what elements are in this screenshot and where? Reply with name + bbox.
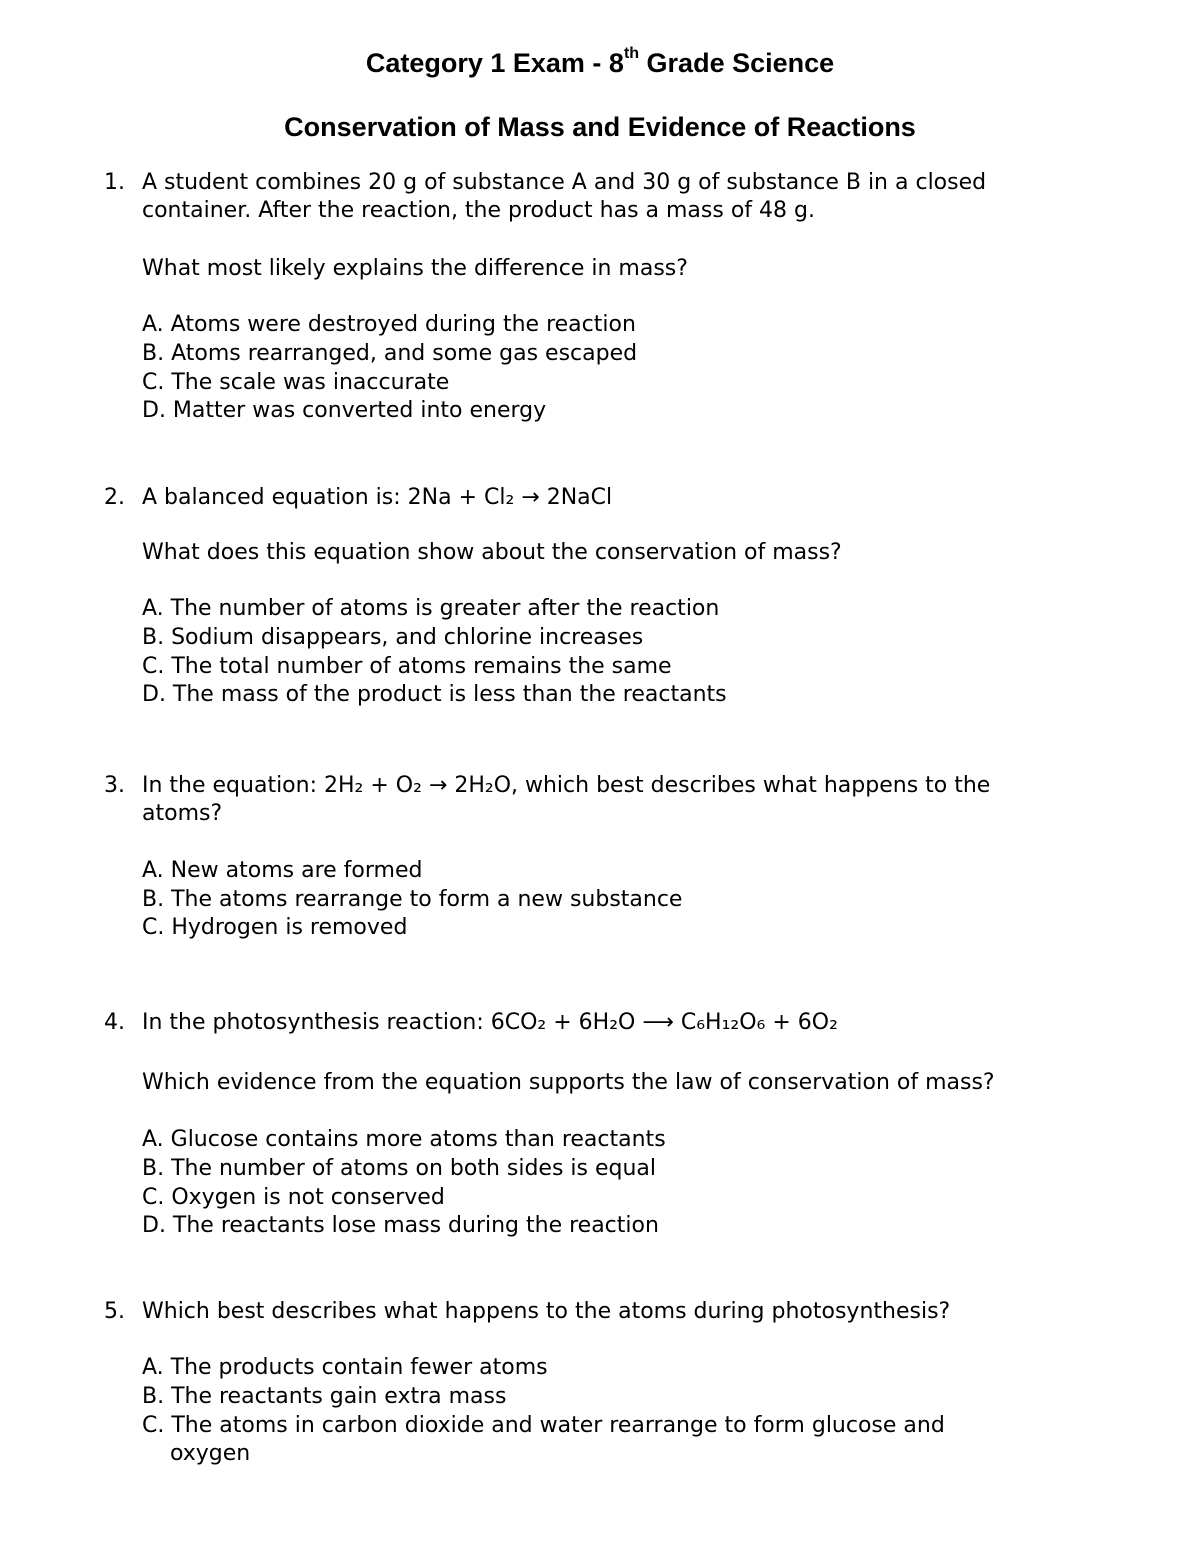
exam-title: Category 1 Exam - 8th Grade Science — [365, 45, 835, 78]
answer-choice: C. The total number of atoms remains the same — [142, 654, 672, 679]
question-text: In the photosynthesis reaction: 6CO₂ + 6H₂O ⟶ C₆H₁₂O₆ + 6O₂ — [142, 1010, 838, 1035]
answer-choice: D. The reactants lose mass during the reaction — [142, 1213, 659, 1238]
answer-choice: C. Hydrogen is removed — [142, 915, 408, 940]
question-number: 2. — [104, 485, 125, 510]
answer-choice: A. The number of atoms is greater after the reaction — [142, 596, 720, 621]
question-prompt: What most likely explains the difference in mass? — [142, 256, 688, 281]
answer-choice: B. The atoms rearrange to form a new substance — [142, 887, 683, 912]
answer-choice: A. Glucose contains more atoms than reactants — [142, 1127, 666, 1152]
superscript: th — [623, 45, 640, 62]
answer-choice: A. The products contain fewer atoms — [142, 1355, 548, 1380]
question-prompt: What does this equation show about the conservation of mass? — [142, 540, 842, 565]
question-text: In the equation: 2H₂ + O₂ → 2H₂O, which best describes what happens to the — [142, 773, 991, 798]
answer-choice: D. The mass of the product is less than the reactants — [142, 682, 727, 707]
question-number: 3. — [104, 773, 125, 798]
answer-choice: B. Atoms rearranged, and some gas escaped — [142, 341, 638, 366]
answer-choice: B. The number of atoms on both sides is equal — [142, 1156, 657, 1181]
question-number: 1. — [104, 170, 125, 195]
answer-choice: C. The atoms in carbon dioxide and water rearrange to form glucose and — [142, 1413, 945, 1438]
answer-choice: B. Sodium disappears, and chlorine increases — [142, 625, 644, 650]
question-number: 5. — [104, 1299, 125, 1324]
question-prompt: Which evidence from the equation supports the law of conservation of mass? — [142, 1070, 995, 1095]
answer-choice: A. New atoms are formed — [142, 858, 423, 883]
answer-choice: A. Atoms were destroyed during the reaction — [142, 312, 636, 337]
question-text: container. After the reaction, the product has a mass of 48 g. — [142, 198, 815, 223]
answer-choice: D. Matter was converted into energy — [142, 398, 547, 423]
answer-choice-continuation: oxygen — [142, 1441, 251, 1466]
answer-choice: B. The reactants gain extra mass — [142, 1384, 507, 1409]
question-text: A student combines 20 g of substance A and 30 g of substance B in a closed — [142, 170, 987, 195]
question-text: Which best describes what happens to the atoms during photosynthesis? — [142, 1299, 951, 1324]
answer-choice: C. Oxygen is not conserved — [142, 1185, 445, 1210]
answer-choice: C. The scale was inaccurate — [142, 370, 450, 395]
question-number: 4. — [104, 1010, 125, 1035]
question-text: atoms? — [142, 801, 223, 826]
question-text: A balanced equation is: 2Na + Cl₂ → 2NaCl — [142, 485, 613, 510]
exam-subtitle: Conservation of Mass and Evidence of Reactions — [284, 112, 916, 142]
